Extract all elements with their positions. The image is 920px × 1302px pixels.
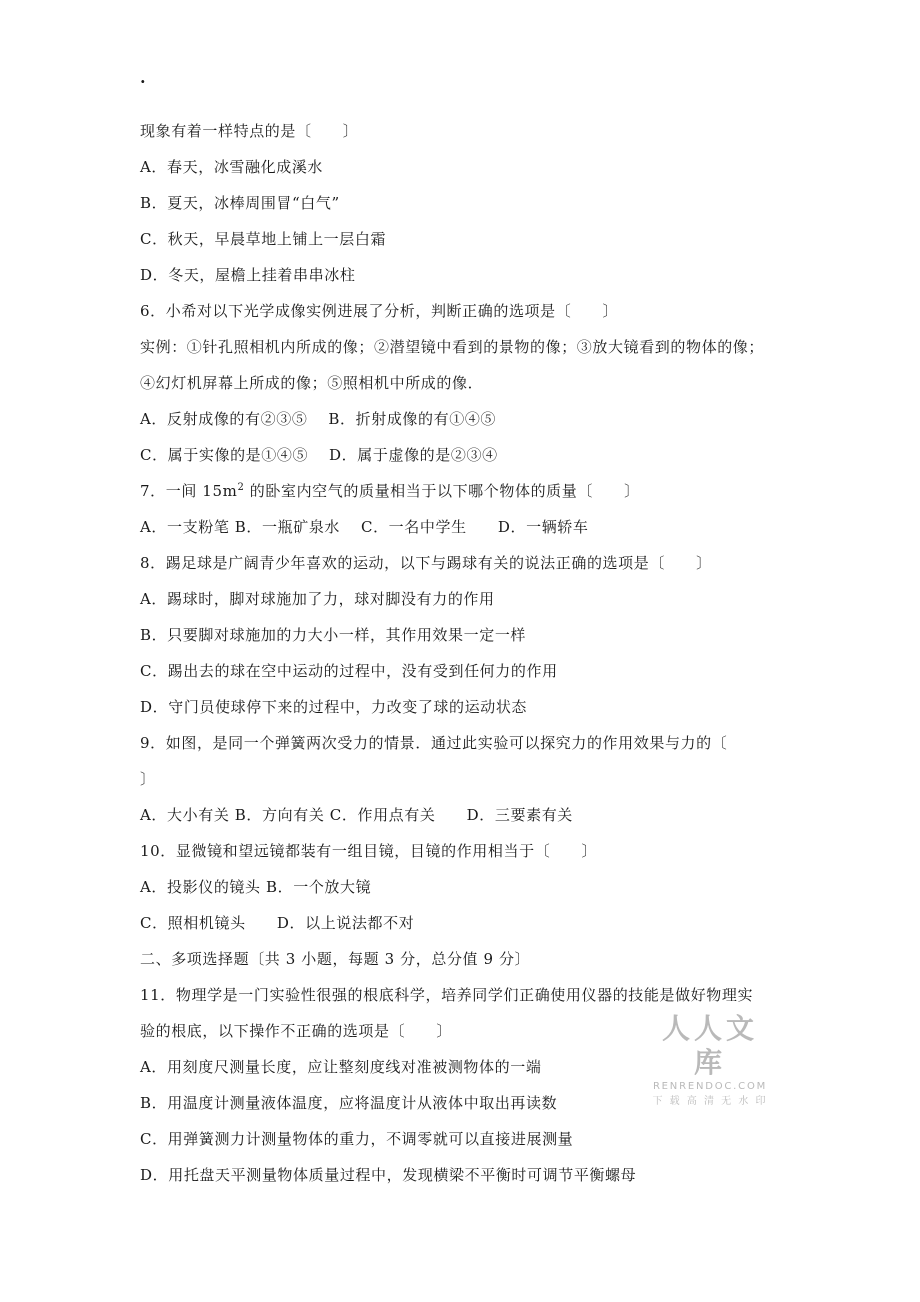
q8-option-b: B．只要脚对球施加的力大小一样，其作用效果一定一样: [140, 626, 527, 644]
q5-option-b: B．夏天，冰棒周围冒“白气”: [140, 194, 340, 212]
q7-options: A．一支粉笔 B．一瓶矿泉水 C．一名中学生 D．一辆轿车: [140, 518, 589, 536]
q7-stem-before: 7．一间 15m: [140, 482, 238, 500]
q5-option-c: C．秋天，早晨草地上铺上一层白霜: [140, 230, 387, 248]
q9-stem-line2: 〕: [140, 770, 156, 788]
q5-stem-tail: 现象有着一样特点的是〔 〕: [140, 122, 359, 140]
q5-option-d: D．冬天，屋檐上挂着串串冰柱: [140, 266, 356, 284]
q7-stem: [140, 480, 640, 502]
watermark-url: RENRENDOC.COM: [652, 1081, 768, 1092]
q8-option-c: C．踢出去的球在空中运动的过程中，没有受到任何力的作用: [140, 662, 558, 680]
q6-options-row2: C．属于实像的是①④⑤ D．属于虚像的是②③④: [140, 446, 498, 464]
q6-stem: 6．小希对以下光学成像实例进展了分析，判断正确的选项是〔 〕: [140, 302, 619, 320]
page-marker: ·: [140, 72, 146, 91]
q8-option-a: A．踢球时，脚对球施加了力，球对脚没有力的作用: [140, 590, 495, 608]
q9-stem-line1: 9．如图，是同一个弹簧两次受力的情景．通过此实验可以探究力的作用效果与力的〔: [140, 734, 728, 752]
q9-options: A．大小有关 B．方向有关 C．作用点有关 D．三要素有关: [140, 806, 573, 824]
q7-stem-after: 的卧室内空气的质量相当于以下哪个物体的质量〔 〕: [244, 482, 640, 500]
watermark-title: 人人文库: [661, 1012, 758, 1079]
q7-stem-superscript: 2: [237, 482, 245, 493]
q11-option-c: C．用弹簧测力计测量物体的重力，不调零就可以直接进展测量: [140, 1130, 574, 1148]
q11-option-a: A．用刻度尺测量长度，应让整刻度线对准被测物体的一端: [140, 1058, 542, 1076]
q10-options-row1: A．投影仪的镜头 B．一个放大镜: [140, 878, 372, 896]
q8-option-d: D．守门员使球停下来的过程中，力改变了球的运动状态: [140, 698, 528, 716]
q10-options-row2: C．照相机镜头 D．以上说法都不对: [140, 914, 415, 932]
q11-stem-line1: 11．物理学是一门实验性很强的根底科学，培养同学们正确使用仪器的技能是做好物理实: [140, 986, 754, 1004]
q5-option-a: A．春天，冰雪融化成溪水: [140, 158, 324, 176]
q6-examples-line1: 实例：①针孔照相机内所成的像；②潜望镜中看到的景物的像；③放大镜看到的物体的像；: [140, 338, 765, 356]
q10-stem: 10．显微镜和望远镜都装有一组目镜，目镜的作用相当于〔 〕: [140, 842, 598, 860]
q11-stem-line2: 验的根底，以下操作不正确的选项是〔 〕: [140, 1022, 453, 1040]
section2-heading: 二、多项选择题〔共 3 小题，每题 3 分，总分值 9 分〕: [140, 950, 531, 968]
watermark-logo: [648, 1012, 772, 1110]
q11-option-b: B．用温度计测量液体温度，应将温度计从液体中取出再读数: [140, 1094, 558, 1112]
q11-option-d: D．用托盘天平测量物体质量过程中，发现横梁不平衡时可调节平衡螺母: [140, 1166, 637, 1184]
q6-options-row1: A．反射成像的有②③⑤ B．折射成像的有①④⑤: [140, 410, 497, 428]
q8-stem: 8．踢足球是广阔青少年喜欢的运动，以下与踢球有关的说法正确的选项是〔 〕: [140, 554, 712, 572]
q6-examples-line2: ④幻灯机屏幕上所成的像；⑤照相机中所成的像．: [140, 374, 484, 392]
watermark-subtitle: 下 载 高 清 无 水 印: [652, 1096, 768, 1107]
